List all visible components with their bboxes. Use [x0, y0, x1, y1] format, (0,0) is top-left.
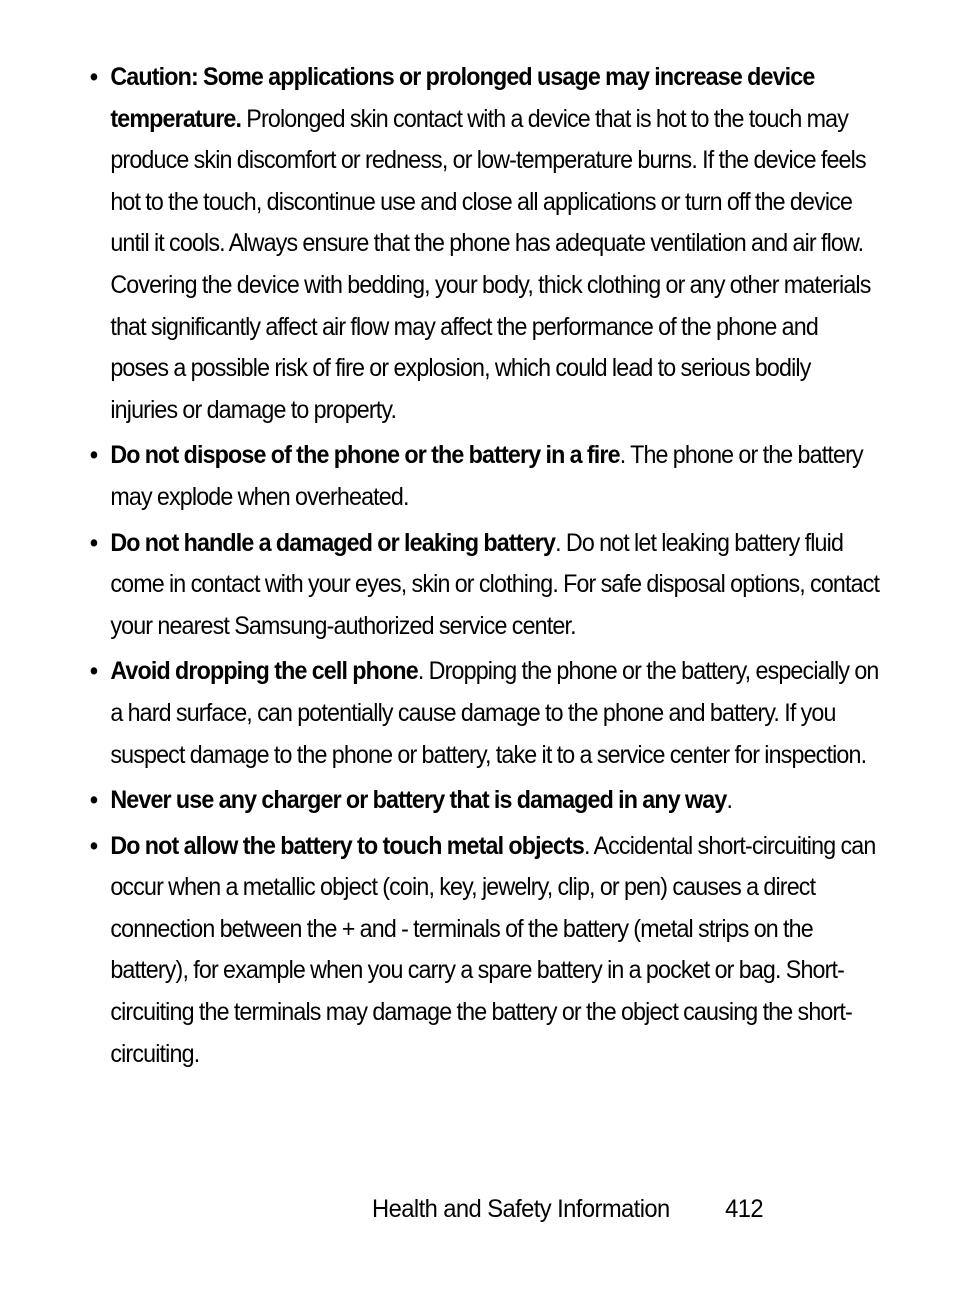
bullet-icon: • — [89, 831, 98, 860]
item-heading: Never use any charger or battery that is damaged in any way — [110, 786, 727, 815]
list-item — [88, 523, 880, 648]
bullet-icon: • — [89, 63, 98, 91]
bullet-icon: • — [89, 441, 98, 470]
item-heading: Do not dispose of the phone or the battery in a fire — [110, 441, 620, 470]
list-item — [88, 651, 880, 776]
page-footer — [372, 1195, 763, 1224]
list-item — [88, 435, 880, 518]
item-heading: Do not handle a damaged or leaking battery — [110, 528, 556, 557]
item-heading: Do not allow the battery to touch metal objects — [110, 831, 584, 860]
footer-section-title: Health and Safety Information — [372, 1195, 670, 1223]
item-heading: Caution: Some applications or prolonged usage may increase device temperature. — [110, 63, 815, 133]
list-item — [88, 780, 880, 822]
item-body: . Dropping the phone or the battery, especially on a hard surface, can potentially cause damage to the phone and battery. If you suspect damage to the phone or battery, take it to a service center for inspection. — [110, 657, 879, 769]
item-body: Prolonged skin contact with a device that is hot to the touch may produce skin discomfort or redness, or low-temperature burns. If the device feels hot to the touch, discontinue use and close all applications or turn off the device until it cools. Always ensure that the phone has adequate ventilation and air flow. Covering the device with bedding, your body, thick clothing or any other materials that significantly affect air flow may affect the performance of the phone and poses a possible risk of fire or explosion, which could lead to serious bodily injuries or damage to property. — [110, 104, 871, 424]
bullet-icon: • — [89, 528, 98, 557]
item-heading: Avoid dropping the cell phone — [110, 657, 418, 686]
item-body: . Do not let leaking battery fluid come in contact with your eyes, skin or clothing. For safe disposal options, contact your nearest Samsung-authorized service center. — [110, 528, 880, 640]
safety-bullet-list — [88, 57, 880, 1079]
item-body: . — [726, 786, 733, 815]
list-item — [88, 57, 880, 431]
item-body: . The phone or the battery may explode when overheated. — [110, 441, 863, 511]
page-number: 412 — [725, 1195, 764, 1223]
bullet-icon: • — [89, 786, 98, 815]
item-body: . Accidental short-circuiting can occur when a metallic object (coin, key, jewelry, clip, or pen) causes a direct connection between the + and - terminals of the battery (metal strips on the battery), for example when you carry a spare battery in a pocket or bag. Short-circuiting the terminals may damage the battery or the object causing the short-circuiting. — [110, 831, 876, 1068]
list-item — [88, 826, 880, 1076]
bullet-icon: • — [89, 657, 98, 686]
